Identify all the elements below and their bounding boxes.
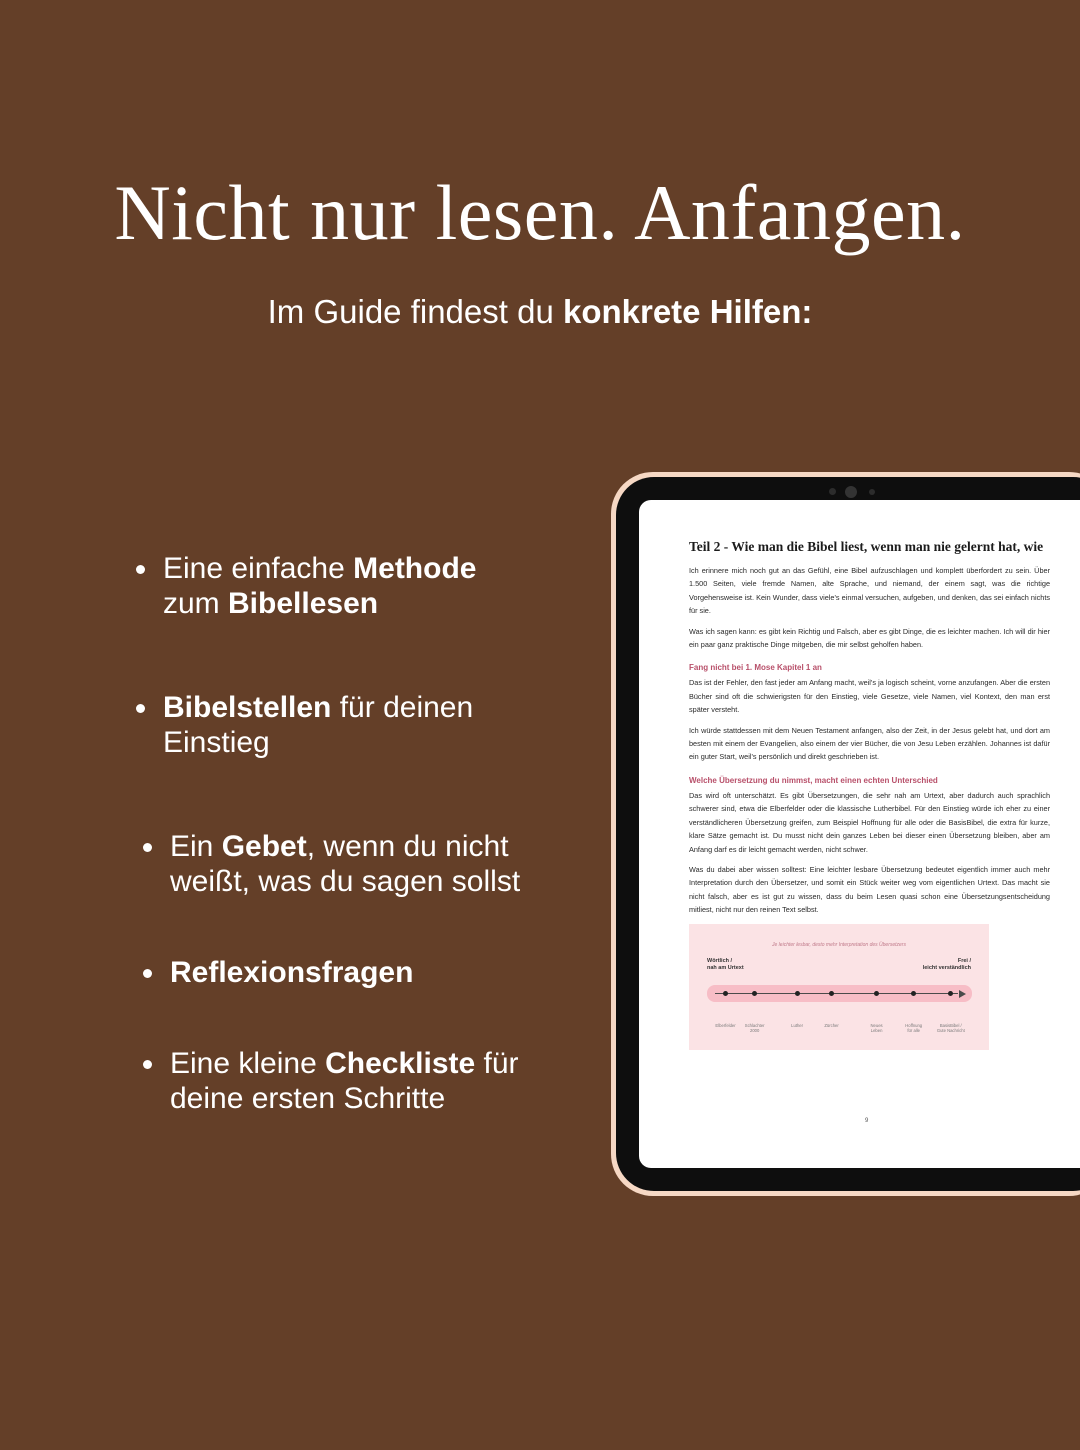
feature-text-part: für deine ersten Schritte — [170, 1047, 519, 1115]
feature-item-method — [163, 551, 603, 621]
scale-point — [829, 991, 834, 996]
subline-lead: Im Guide findest du — [267, 293, 563, 330]
scale-bar — [707, 985, 972, 1002]
scale-point-label: Luther — [791, 1022, 804, 1028]
feature-text — [163, 691, 473, 759]
page-headline: Nicht nur lesen. Anfangen. — [114, 169, 966, 256]
feature-item-bible-verses — [163, 690, 603, 760]
feature-text — [170, 1047, 519, 1115]
scale-point-label: Schlachter 2000 — [744, 1022, 765, 1033]
document-subheading: Fang nicht bei 1. Mose Kapitel 1 an — [689, 663, 822, 673]
feature-item-prayer — [170, 829, 610, 899]
scale-point-label: Hoffnung für alle — [905, 1022, 923, 1033]
feature-highlight: Bibelstellen — [163, 691, 332, 724]
page-subline — [0, 293, 1080, 331]
feature-highlight: Reflexionsfragen — [170, 956, 414, 989]
bullet-dot — [143, 843, 152, 852]
camera-sensor-icon — [829, 488, 836, 495]
feature-text-part: , wenn du nicht weißt, was du sagen sollst — [170, 830, 521, 898]
translation-scale-diagram — [689, 924, 989, 1050]
feature-text-part: zum — [163, 587, 229, 620]
document-paragraph: Was du dabei aber wissen solltest: Eine leichter lesbare Übersetzung bedeutet eigentlich immer auch mehr Interpretation durch den Übersetzer, und somit ein Stück weiter weg vom eigentlichen Urtext. Das macht sie nicht falsch, aber es ist gut zu wissen, dass du beim Lesen quasi schon eine Übersetzungsentscheidung mitliest, nicht nur den reinen Text selbst. — [689, 864, 1050, 915]
document-subheading: Welche Übersetzung du nimmst, macht einen echten Unterschied — [689, 775, 938, 785]
scale-point — [911, 991, 916, 996]
document-paragraph: Was ich sagen kann: es gibt kein Richtig und Falsch, aber es gibt Dinge, die es leichter machen. Ich will dir hier ein paar ganz praktische Dinge mitgeben, die mir selbst geholfen haben. — [689, 626, 1050, 650]
feature-text — [170, 830, 520, 898]
scale-left-label: Wörtlich / nah am Urtext — [707, 957, 744, 971]
bullet-dot — [143, 969, 152, 978]
bullet-dot — [136, 704, 145, 713]
feature-text-part: Eine einfache — [163, 552, 354, 585]
feature-text-part: Ein — [170, 830, 222, 863]
document-paragraph: Das ist der Fehler, den fast jeder am Anfang macht, weil's ja logisch scheint, vorne anzufangen. Aber die ersten Bücher sind oft die schwierigsten für den Einstieg, viele Gesetze, viele Namen, viel Kontext, den man erst später versteht. — [689, 678, 1050, 715]
feature-text — [163, 552, 476, 620]
scale-point — [723, 991, 728, 996]
document-paragraph: Ich würde stattdessen mit dem Neuen Testament anfangen, also der Zeit, in der Jesus gelebt hat, und dort am besten mit einem der Evangelien, also einem der vier Bücher, die von Jesu Leben erzählen. Johannes ist dafür ein guter Start, weil's persönlich und direkt geschrieben ist. — [689, 725, 1050, 762]
bullet-dot — [143, 1060, 152, 1069]
feature-highlight: Checkliste — [325, 1047, 476, 1080]
document-title: Teil 2 - Wie man die Bibel liest, wenn man nie gelernt hat, wie — [689, 539, 1044, 554]
scale-point — [795, 991, 800, 996]
feature-text-part: für deinen Einstieg — [163, 691, 474, 759]
feature-text — [170, 956, 413, 989]
feature-highlight: Bibellesen — [228, 587, 379, 620]
feature-item-reflection — [170, 955, 610, 990]
tablet-screen — [639, 500, 1080, 1168]
scale-caption: Je leichter lesbar, desto mehr Interpretation des Übersetzers — [772, 941, 906, 948]
document-paragraph: Das wird oft unterschätzt. Es gibt Übersetzungen, die sehr nah am Urtext, aber dadurch auch sprachlich schwerer sind, etwa die Elberfelder oder die klassische Lutherbibel. Für den Einstieg würde ich eher zu einer verständlicheren Übersetzung greifen, zum Beispiel Hoffnung für alle oder die BasisBibel, die extra für kurze, klare Sätze gemacht ist. Du musst nicht dein ganzes Leben bei dieser einen Übersetzung bleiben, aber am Anfang darf es dir leicht gemacht werden, nicht schwer. — [689, 790, 1050, 854]
feature-highlight: Methode — [353, 552, 477, 585]
scale-point — [948, 991, 953, 996]
scale-point-label: Neues Leben — [870, 1022, 883, 1033]
bullet-dot — [136, 565, 145, 574]
feature-item-checklist — [170, 1046, 610, 1116]
tablet-bezel — [616, 477, 1080, 1191]
scale-right-label: Frei / leicht verständlich — [922, 957, 971, 971]
tablet-mockup — [611, 472, 1080, 1196]
document-paragraph: Ich erinnere mich noch gut an das Gefühl, eine Bibel aufzuschlagen und komplett überfordert zu sein. Über 1.500 Seiten, viele fremde Namen, alte Sprache, und niemand, der einem sagt, was die richtige Vorgehensweise ist. Kein Wunder, dass viele's einmal versuchen, aufgeben, und denken, das sei einfach nichts für sie. — [689, 566, 1050, 616]
scale-point — [874, 991, 879, 996]
scale-point-label: Zürcher — [824, 1022, 839, 1028]
scale-point — [752, 991, 757, 996]
feature-text-part: Eine kleine — [170, 1047, 326, 1080]
scale-point-label: BasisBibel / Gute Nachricht — [936, 1022, 965, 1033]
page-number: 9 — [865, 1118, 869, 1124]
camera-sensor-icon — [869, 489, 875, 495]
arrow-right-icon — [959, 990, 966, 998]
camera-lens-icon — [845, 486, 857, 498]
guide-page — [689, 540, 1050, 1050]
scale-point-label: Elberfelder — [715, 1022, 736, 1028]
feature-highlight: Gebet — [221, 830, 307, 863]
subline-strong: konkrete Hilfen: — [562, 293, 813, 330]
